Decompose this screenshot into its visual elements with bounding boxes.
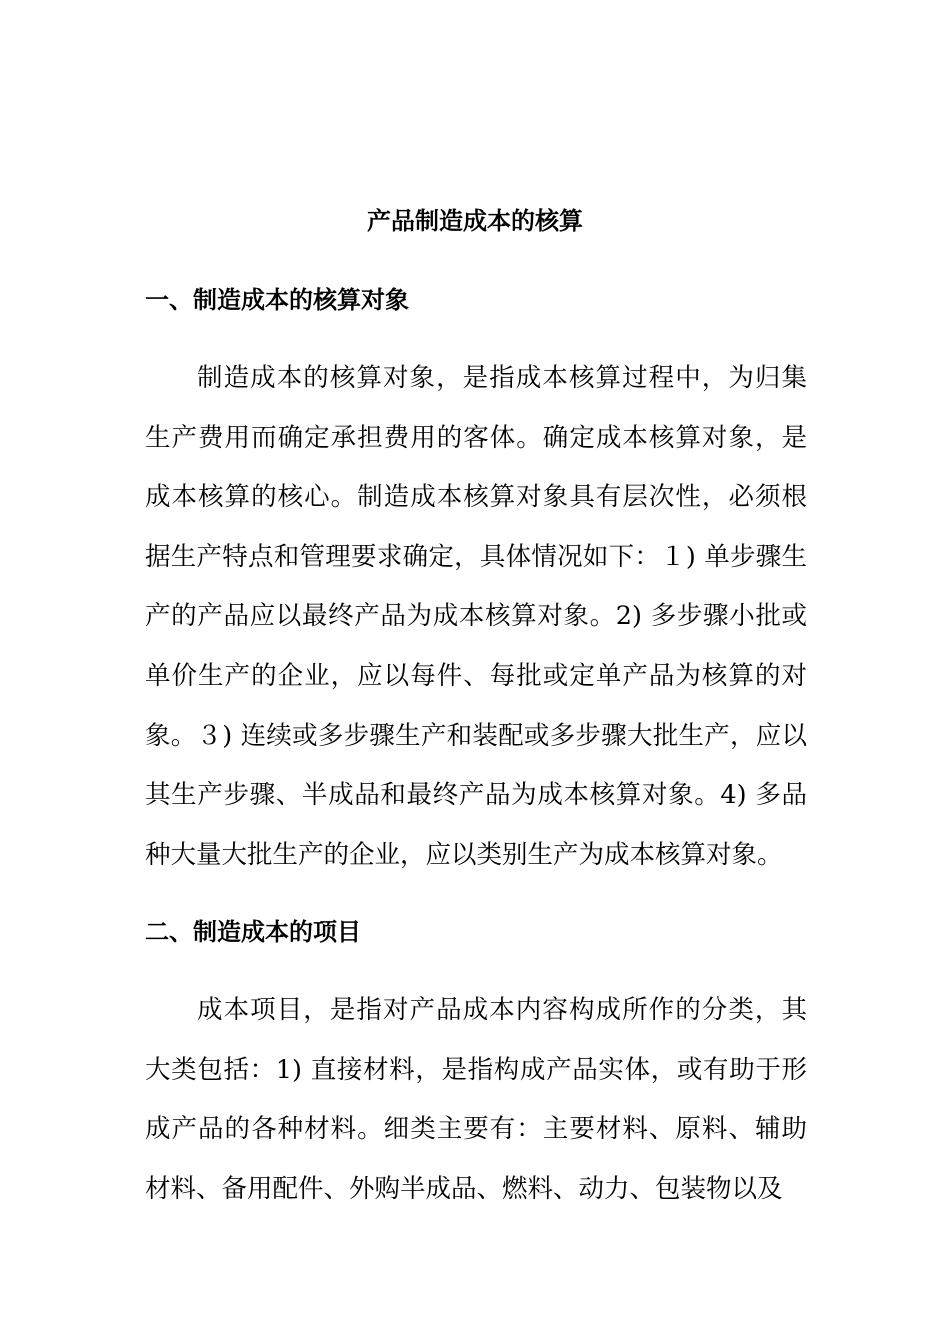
section-heading-cost-object: 一、制造成本的核算对象: [145, 286, 409, 314]
section-heading-cost-items: 二、制造成本的项目: [145, 918, 361, 946]
section-paragraph-cost-object: 制造成本的核算对象，是指成本核算过程中，为归集生产费用而确定承担费用的客体。确定成本核算对象，是成本核算的核心。制造成本核算对象具有层次性，必须根据生产特点和管理要求确定，具体情况如下：１) 单步骤生产的产品应以最终产品为成本核算对象。2) 多步骤小批或单价生产的企业，应以每件、每批或定单产品为核算的对象。３) 连续或多步骤生产和装配或多步骤大批生产，应以其生产步骤、半成品和最终产品为成本核算对象。4) 多品种大量大批生产的企业，应以类别生产为成本核算对象。: [145, 363, 807, 870]
document-title: 产品制造成本的核算: [367, 207, 583, 235]
section-paragraph-cost-items: 成本项目，是指对产品成本内容构成所作的分类，其大类包括：1) 直接材料，是指构成产品实体，或有助于形成产品的各种材料。细类主要有：主要材料、原料、辅助材料、备用配件、外购半成品、燃料、动力、包装物以及: [145, 995, 807, 1204]
